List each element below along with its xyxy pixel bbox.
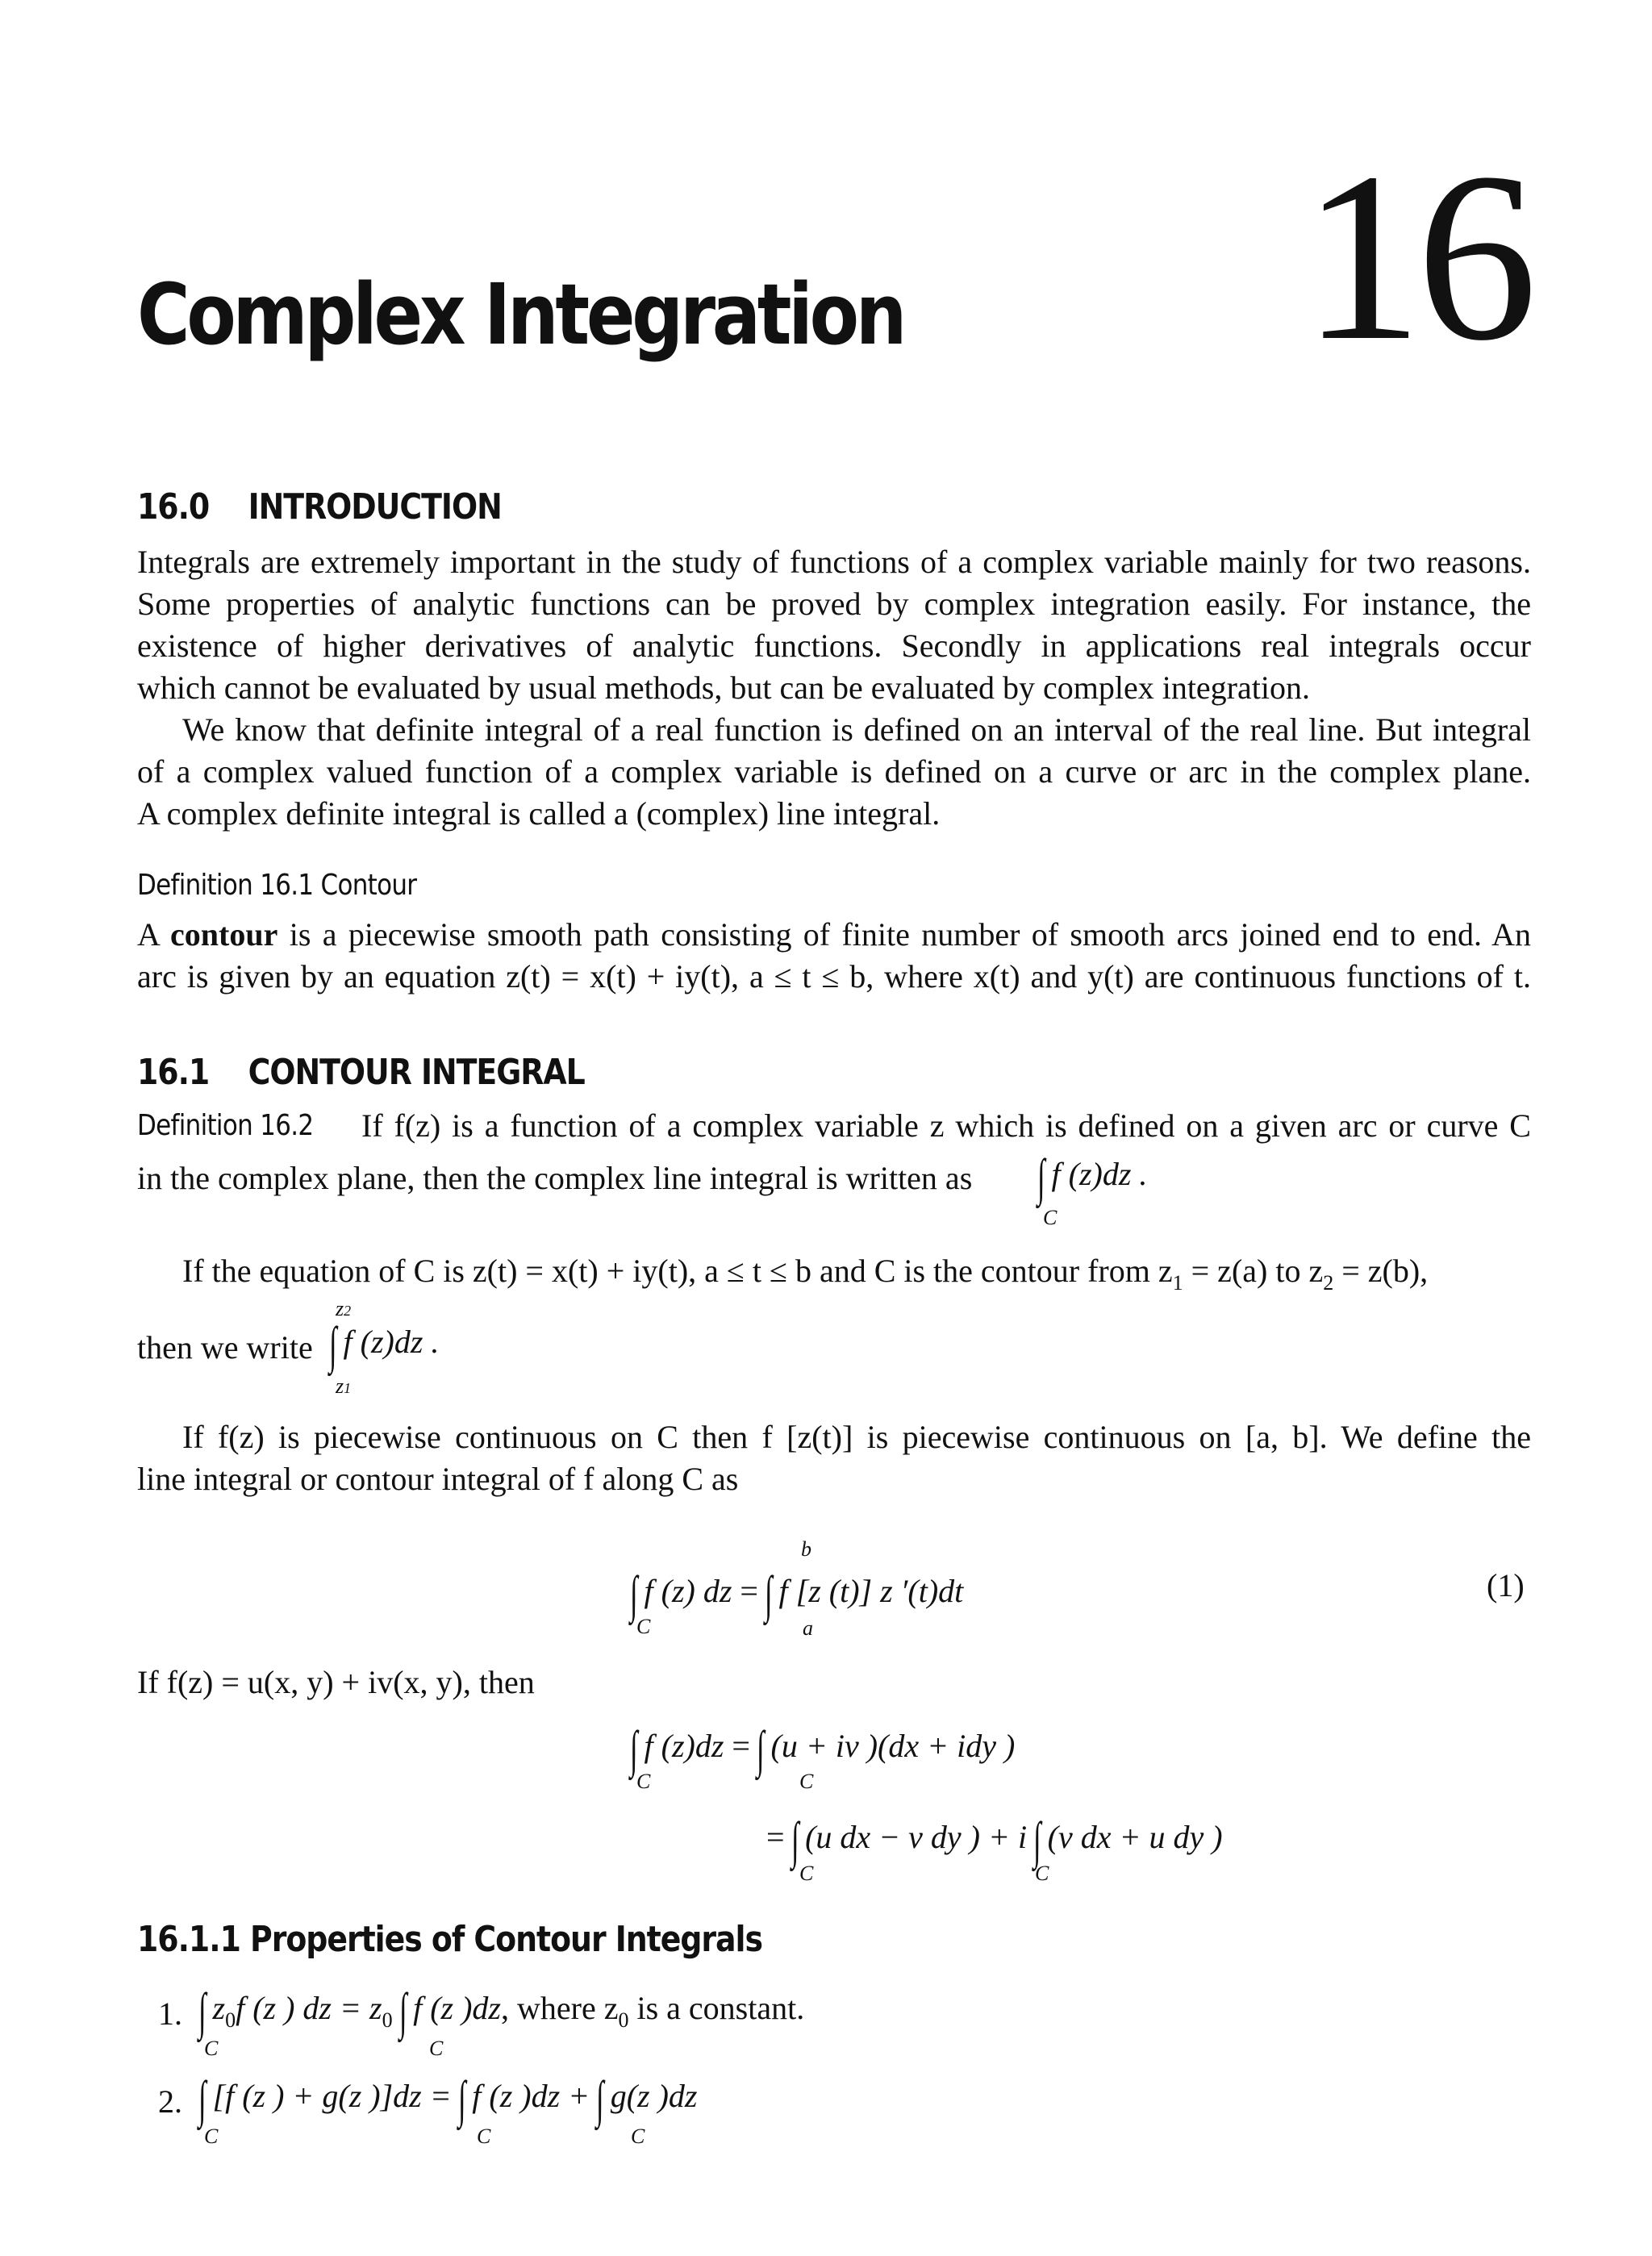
integral-sign: ∫ [328, 1316, 337, 1374]
equation-of-C-paragraph [182, 1255, 1531, 1294]
equation-uv-line-2 [766, 1812, 1223, 1869]
text: is a constant. [628, 1990, 805, 2026]
section-heading-contour-integral [137, 1052, 585, 1093]
line-integral-expression [1037, 1149, 1148, 1206]
then-we-write: then we write [137, 1329, 313, 1366]
integrand: f (z)dz . [1051, 1156, 1148, 1192]
text: = z(a) to z [1183, 1253, 1324, 1289]
subscript: 0 [225, 2008, 236, 2032]
integrand: f (z )dz + [472, 2078, 590, 2114]
limit-var: z [336, 1374, 344, 1398]
list-number: 1. [158, 1995, 182, 2032]
integral-limit-C: C [799, 1770, 814, 1793]
integral-sign: ∫ [1033, 1812, 1041, 1869]
integrand: f (z ) dz = z [236, 1990, 382, 2026]
list-number: 2. [158, 2083, 182, 2120]
section-number: 16.1 [137, 1052, 210, 1093]
text-line: arc is given by an equation z(t) = x(t) + iy(t), a ≤ t ≤ b, where x(t) and y(t) are continuous functions of t. [137, 958, 1531, 995]
subscript: 0 [382, 2008, 393, 2032]
if-f-equals-u-plus-iv: If f(z) = u(x, y) + iv(x, y), then [137, 1664, 535, 1700]
integral-limit-C: C [636, 1770, 651, 1793]
definition-16-2-line-1: If f(z) is a function of a complex variable z which is defined on a given arc or curve C [361, 1107, 1531, 1144]
intro-paragraph-2 [137, 709, 1531, 835]
subscript: 2 [1323, 1271, 1334, 1295]
section-title: CONTOUR INTEGRAL [248, 1052, 585, 1093]
integral-lower-limit-a: a [803, 1616, 813, 1640]
property-1 [198, 1983, 805, 2040]
integral-sign: ∫ [198, 1983, 206, 2040]
integral-sign: ∫ [198, 2070, 206, 2128]
integral-limit-C: C [1043, 1206, 1058, 1229]
property-2 [198, 2070, 698, 2128]
text-line: Some properties of analytic functions can be proved by complex integration easily. For instance, the [137, 586, 1531, 622]
integral-sign: ∫ [629, 1720, 638, 1778]
integral-upper-limit-b: b [801, 1537, 811, 1561]
section-number: 16.0 [137, 486, 210, 528]
text: A [137, 916, 171, 953]
equation-uv-line-1 [629, 1720, 1016, 1778]
integral-limit-C: C [429, 2037, 444, 2060]
integral-sign: ∫ [791, 1812, 799, 1869]
integrand: g(z )dz [610, 2078, 698, 2114]
definition-16-2-line-2: in the complex plane, then the complex line integral is written as [137, 1160, 973, 1196]
term-contour: contour [170, 916, 278, 953]
equation-1 [629, 1566, 964, 1623]
piecewise-paragraph-line-1: If f(z) is piecewise continuous on C then f [z(t)] is piecewise continuous on [a, b]. We define the [182, 1419, 1531, 1455]
rhs-integrand: (u + iv )(dx + idy ) [770, 1728, 1016, 1764]
section-title: INTRODUCTION [248, 486, 502, 528]
real-part-integrand: (u dx − v dy ) + i [805, 1819, 1028, 1855]
text-line: which cannot be evaluated by usual methods, but can be evaluated by complex integration. [137, 669, 1310, 706]
integrand: z [212, 1990, 226, 2026]
integral-limit-C: C [799, 1862, 814, 1885]
integral-sign: ∫ [457, 2070, 466, 2128]
definition-16-1-label [137, 871, 462, 900]
integrand: f (z )dz [413, 1990, 501, 2026]
definition-16-2-label [137, 1111, 342, 1141]
subscript: 0 [618, 2008, 629, 2032]
limit-subscript: 1 [344, 1380, 352, 1396]
text: is a piecewise smooth path consisting of finite number of smooth arcs joined end to end. An [277, 916, 1531, 953]
integral-limit-C: C [631, 2125, 645, 2148]
definition-label: Definition 16.2 [137, 1109, 314, 1142]
integral-limit-C: C [636, 1615, 651, 1638]
text-line: A complex definite integral is called a (complex) line integral. [137, 795, 941, 832]
integral-upper-limit [336, 1299, 351, 1320]
subsection-heading-properties: 16.1.1 Properties of Contour Integrals [137, 1919, 762, 1960]
intro-paragraph-1 [137, 541, 1531, 709]
equation-number: (1) [1487, 1567, 1525, 1603]
integral-lower-limit [336, 1376, 351, 1397]
chapter-title: Complex Integration [137, 265, 904, 364]
lhs-integrand: f (z) dz [644, 1573, 732, 1609]
rhs-integrand: f [z (t)] z ′(t)dt [778, 1573, 964, 1609]
text-line: existence of higher derivatives of analytic functions. Secondly in applications real integrals occur [137, 628, 1531, 664]
limit-var: z [336, 1297, 344, 1320]
lhs-integrand: f (z)dz [644, 1728, 724, 1764]
integral-sign: ∫ [764, 1566, 773, 1623]
equals-sign: = [740, 1573, 758, 1609]
text-line: We know that definite integral of a real function is defined on an interval of the real line. But integral [182, 711, 1531, 748]
integral-limit-C: C [477, 2125, 491, 2148]
chapter-number: 16 [1302, 123, 1531, 390]
definition-16-1-text [137, 914, 1531, 998]
subscript: 1 [1172, 1271, 1183, 1295]
text-line: of a complex valued function of a complex variable is defined on a curve or arc in the complex plane. [137, 753, 1531, 790]
limit-subscript: 2 [344, 1303, 352, 1319]
text: , where z [500, 1990, 619, 2026]
piecewise-paragraph-line-2: line integral or contour integral of f along C as [137, 1461, 739, 1497]
text: = z(b), [1333, 1253, 1429, 1289]
integrand: f (z)dz . [343, 1324, 440, 1360]
integral-limit-C: C [204, 2037, 219, 2060]
imag-part-integrand: (v dx + u dy ) [1047, 1819, 1223, 1855]
integral-sign: ∫ [398, 1983, 407, 2040]
integral-sign: ∫ [756, 1720, 765, 1778]
definition-label: Definition 16.1 Contour [137, 869, 417, 902]
integrand: [f (z ) + g(z )]dz = [212, 2078, 452, 2114]
integral-sign: ∫ [1037, 1149, 1045, 1206]
equals-sign: = [732, 1728, 750, 1764]
text: If the equation of C is z(t) = x(t) + iy(t), a ≤ t ≤ b and C is the contour from z [182, 1253, 1173, 1289]
equals-sign: = [766, 1819, 785, 1855]
text-line: Integrals are extremely important in the study of functions of a complex variable mainly for two reasons. [137, 544, 1531, 580]
definite-contour-integral [328, 1316, 440, 1374]
text-line [137, 914, 1531, 956]
section-heading-introduction [137, 486, 502, 528]
integral-limit-C: C [1035, 1862, 1049, 1885]
integral-limit-C: C [204, 2125, 219, 2148]
integral-sign: ∫ [596, 2070, 604, 2128]
integral-sign: ∫ [629, 1566, 638, 1623]
